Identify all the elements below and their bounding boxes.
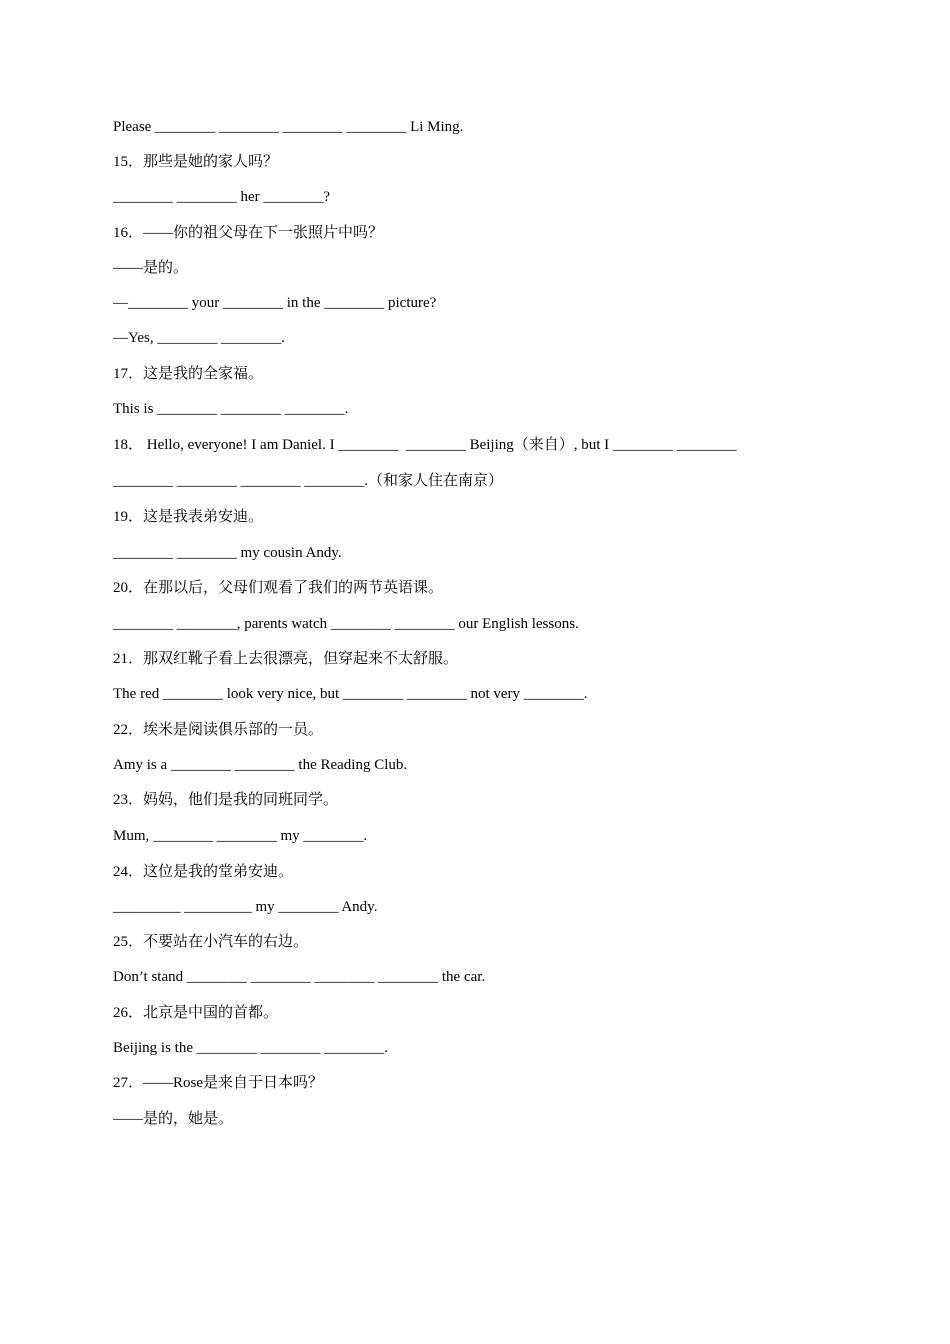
q21-answer-line: The red ________ look very nice, but ________ ________ not very ________.	[113, 686, 588, 702]
q17-answer-line: This is ________ ________ ________.	[113, 401, 349, 417]
q23-answer-line: Mum, ________ ________ my ________.	[113, 828, 368, 844]
q26-prompt: 26．北京是中国的首都。	[113, 1005, 279, 1021]
q27-prompt-reply: ——是的，她是。	[113, 1111, 234, 1127]
q20-answer-line: ________ ________, parents watch ________ ________ our English lessons.	[113, 616, 579, 632]
q20-prompt: 20．在那以后，父母们观看了我们的两节英语课。	[113, 580, 444, 596]
q22-answer-line: Amy is a ________ ________ the Reading Club.	[113, 757, 408, 773]
q21-prompt: 21．那双红靴子看上去很漂亮，但穿起来不太舒服。	[113, 651, 459, 667]
q16-prompt: 16．——你的祖父母在下一张照片中吗？	[113, 225, 384, 241]
q27-prompt: 27．——Rose是来自于日本吗？	[113, 1075, 324, 1091]
q25-answer-line: Don’t stand ________ ________ ________ ________ the car.	[113, 969, 486, 985]
q17-prompt: 17．这是我的全家福。	[113, 366, 264, 382]
q18-prompt-line: 18． Hello, everyone! I am Daniel. I ________ ________ Beijing（来自）, but I ________ ________	[113, 437, 737, 453]
q23-prompt: 23．妈妈，他们是我的同班同学。	[113, 792, 339, 808]
q26-answer-line: Beijing is the ________ ________ ________.	[113, 1040, 388, 1056]
q16-answer-reply-line: —Yes, ________ ________.	[113, 330, 285, 346]
q15-prompt: 15．那些是她的家人吗？	[113, 154, 279, 170]
q25-prompt: 25．不要站在小汽车的右边。	[113, 934, 309, 950]
q14-answer-line: Please ________ ________ ________ ________ Li Ming.	[113, 119, 464, 135]
q24-prompt: 24．这位是我的堂弟安迪。	[113, 864, 294, 880]
q16-answer-line: —________ your ________ in the ________ picture?	[113, 295, 437, 311]
q15-answer-line: ________ ________ her ________?	[113, 189, 331, 205]
q19-prompt: 19．这是我表弟安迪。	[113, 509, 264, 525]
q24-answer-line: _________ _________ my ________ Andy.	[113, 899, 378, 915]
q16-prompt-reply: ——是的。	[113, 260, 189, 276]
q18-prompt-continuation: ________ ________ ________ ________.（和家人住在南京）	[113, 473, 504, 489]
q22-prompt: 22．埃米是阅读俱乐部的一员。	[113, 722, 324, 738]
q19-answer-line: ________ ________ my cousin Andy.	[113, 545, 342, 561]
